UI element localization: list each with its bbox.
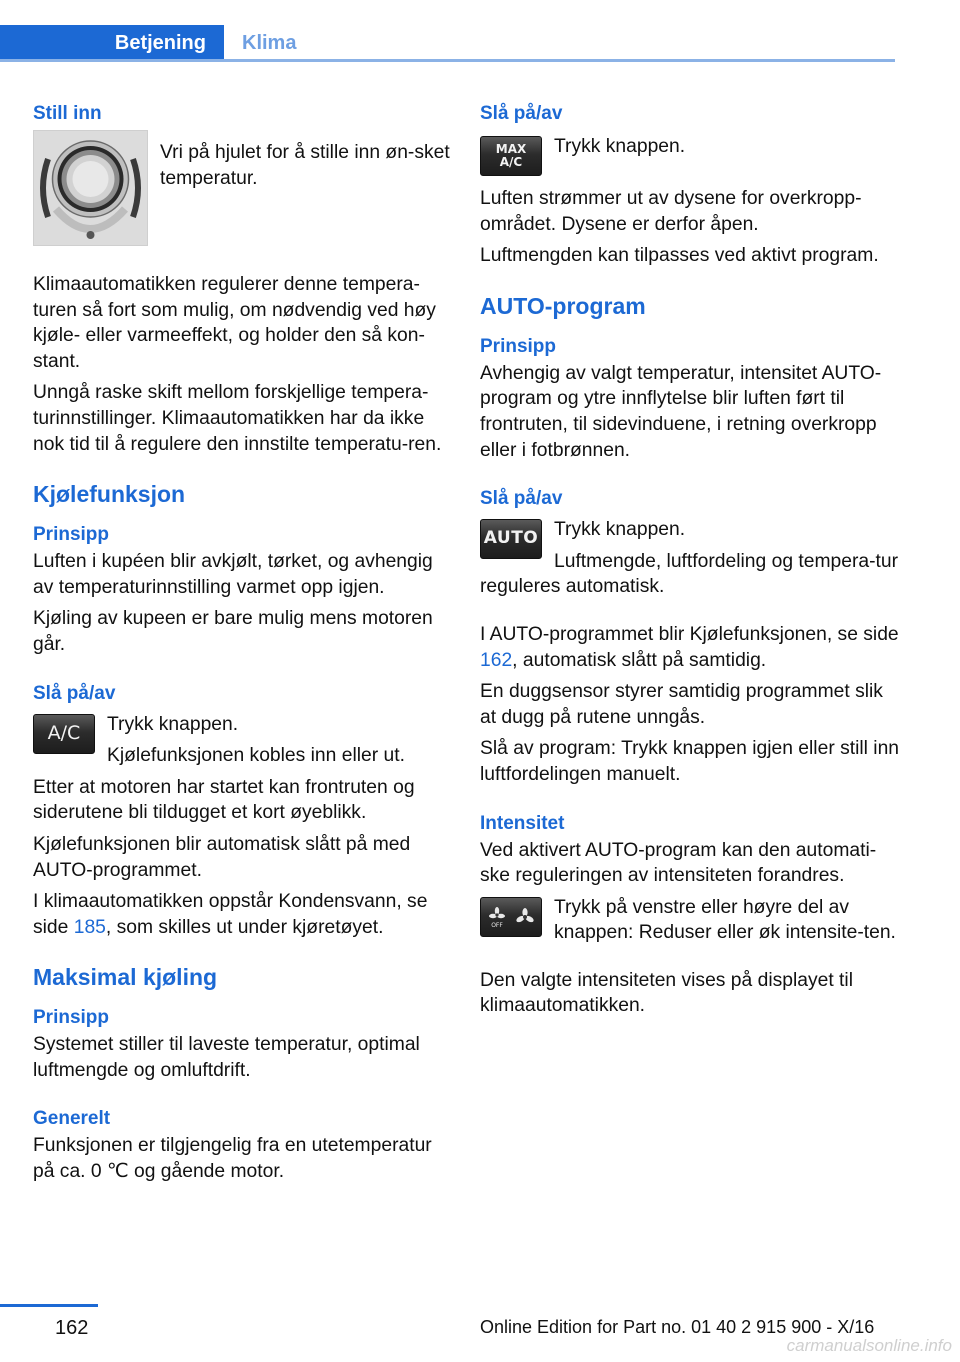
paragraph: Ved aktivert AUTO-program kan den automati-ske reguleringen av intensiteten forandres.	[480, 839, 877, 887]
prinsipp-subheading: Prinsipp	[33, 524, 110, 546]
paragraph: Klimaautomatikken regulerer denne tempera-turen så fort som mulig, om nødvendig ved høy kjøle- eller varmeeffekt, og holder den så kon-stant.	[33, 274, 436, 372]
max-label: MAX	[495, 142, 527, 156]
page-link-162[interactable]: 162	[480, 649, 513, 671]
prinsipp-subheading: Prinsipp	[33, 1007, 110, 1029]
left-column	[33, 100, 453, 1191]
page-number: 162	[55, 1317, 89, 1339]
paragraph: Funksjonen er tilgjengelig fra en utetemperatur på ca. 0 ℃ og gående motor.	[33, 1135, 432, 1183]
paragraph: Avhengig av valgt temperatur, intensitet AUTO-program og ytre innflytelse blir luften ført til frontruten, til sidevinduene, i retning overkropp eller i fotbrønnen.	[480, 362, 882, 461]
instruction-text: Trykk knappen.	[554, 519, 686, 541]
paragraph: Trykk på venstre eller høyre del av knappen: Reduser eller øk intensite-ten.	[554, 896, 896, 944]
text-span: , automatisk slått på samtidig.	[512, 649, 767, 671]
fan-off-label: OFF	[491, 921, 503, 928]
fan-intensity-button	[480, 897, 542, 937]
watermark: carmanualsonline.info	[786, 1336, 952, 1355]
auto-program-heading: AUTO-program	[480, 292, 646, 319]
page-link-185[interactable]: 185	[73, 916, 106, 938]
intensitet-subheading: Intensitet	[480, 812, 565, 834]
fan-icon	[516, 908, 534, 926]
max-ac-button-image	[480, 136, 542, 176]
maksimal-kjoling-heading: Maksimal kjøling	[33, 964, 218, 991]
instruction-text: Trykk knappen.	[107, 713, 239, 735]
paragraph: Luften strømmer ut av dysene for overkropp-området. Dysene er derfor åpen.	[480, 188, 862, 235]
text-span: , som skilles ut under kjøretøyet.	[105, 916, 384, 938]
paragraph	[480, 622, 900, 673]
ac-label: A/C	[499, 155, 523, 169]
paragraph: Slå av program: Trykk knappen igjen eller still inn luftfordelingen manuelt.	[480, 738, 900, 785]
header-divider	[0, 59, 895, 62]
fan-off-icon	[488, 906, 506, 928]
auto-button: AUTO	[480, 519, 542, 559]
fan-button-image	[480, 897, 542, 937]
prinsipp-subheading: Prinsipp	[480, 335, 557, 357]
ac-button: A/C	[33, 714, 95, 754]
text-span: I AUTO-programmet blir Kjølefunksjonen, se side	[480, 623, 899, 645]
max-ac-button	[480, 136, 542, 176]
page-header	[0, 0, 960, 62]
paragraph: Etter at motoren har startet kan frontruten og siderutene bli tildugget et kort øyeblikk.	[33, 776, 415, 824]
paragraph: Kjølefunksjonen blir automatisk slått på med AUTO-programmet.	[33, 833, 411, 881]
paragraph: Systemet stiller til laveste temperatur, optimal luftmengde og omluftdrift.	[33, 1034, 420, 1081]
edition-text: Online Edition for Part no. 01 40 2 915 900 - X/16	[480, 1317, 875, 1337]
paragraph: En duggsensor styrer samtidig programmet slik at dugg på rutene unngås.	[480, 681, 883, 728]
temperature-dial-image	[33, 130, 148, 246]
footer-divider	[0, 1304, 98, 1307]
tab-betjening[interactable]: Betjening	[0, 25, 224, 61]
sla-pa-av-subheading: Slå på/av	[33, 682, 116, 704]
still-inn-text: Vri på hjulet for å stille inn øn-sket temperatur.	[160, 142, 450, 189]
ac-button-image	[33, 714, 95, 754]
paragraph: Luftmengden kan tilpasses ved aktivt program.	[480, 245, 879, 267]
paragraph: Luftmengde, luftfordeling og tempera-tur reguleres automatisk.	[480, 550, 899, 598]
tab-klima[interactable]: Klima	[242, 32, 297, 54]
paragraph: Unngå raske skift mellom forskjellige tempera-turinnstillinger. Klimaautomatikken har da ikke nok tid til å regulere den innstilte temperatu-ren.	[33, 382, 442, 455]
instruction-text: Trykk knappen.	[554, 136, 686, 157]
text-span: I klimaautomatikken oppstår Kondensvann, se side	[33, 891, 428, 938]
instruction-text: Kjølefunksjonen kobles inn eller ut.	[107, 745, 405, 767]
sla-pa-av-subheading: Slå på/av	[480, 103, 563, 124]
still-inn-heading: Still inn	[33, 103, 102, 124]
right-column	[480, 100, 900, 1025]
kjolefunksjon-heading: Kjølefunksjon	[33, 481, 186, 508]
paragraph	[33, 889, 453, 940]
temperature-dial-icon	[34, 131, 147, 245]
sla-pa-av-subheading: Slå på/av	[480, 488, 563, 510]
paragraph: Luften i kupéen blir avkjølt, tørket, og avhengig av temperaturinnstilling varmet opp igjen.	[33, 551, 433, 598]
generelt-subheading: Generelt	[33, 1108, 111, 1130]
auto-button-image	[480, 519, 542, 559]
paragraph: Den valgte intensiteten vises på displayet til klimaautomatikken.	[480, 969, 853, 1017]
paragraph: Kjøling av kupeen er bare mulig mens motoren går.	[33, 608, 433, 655]
